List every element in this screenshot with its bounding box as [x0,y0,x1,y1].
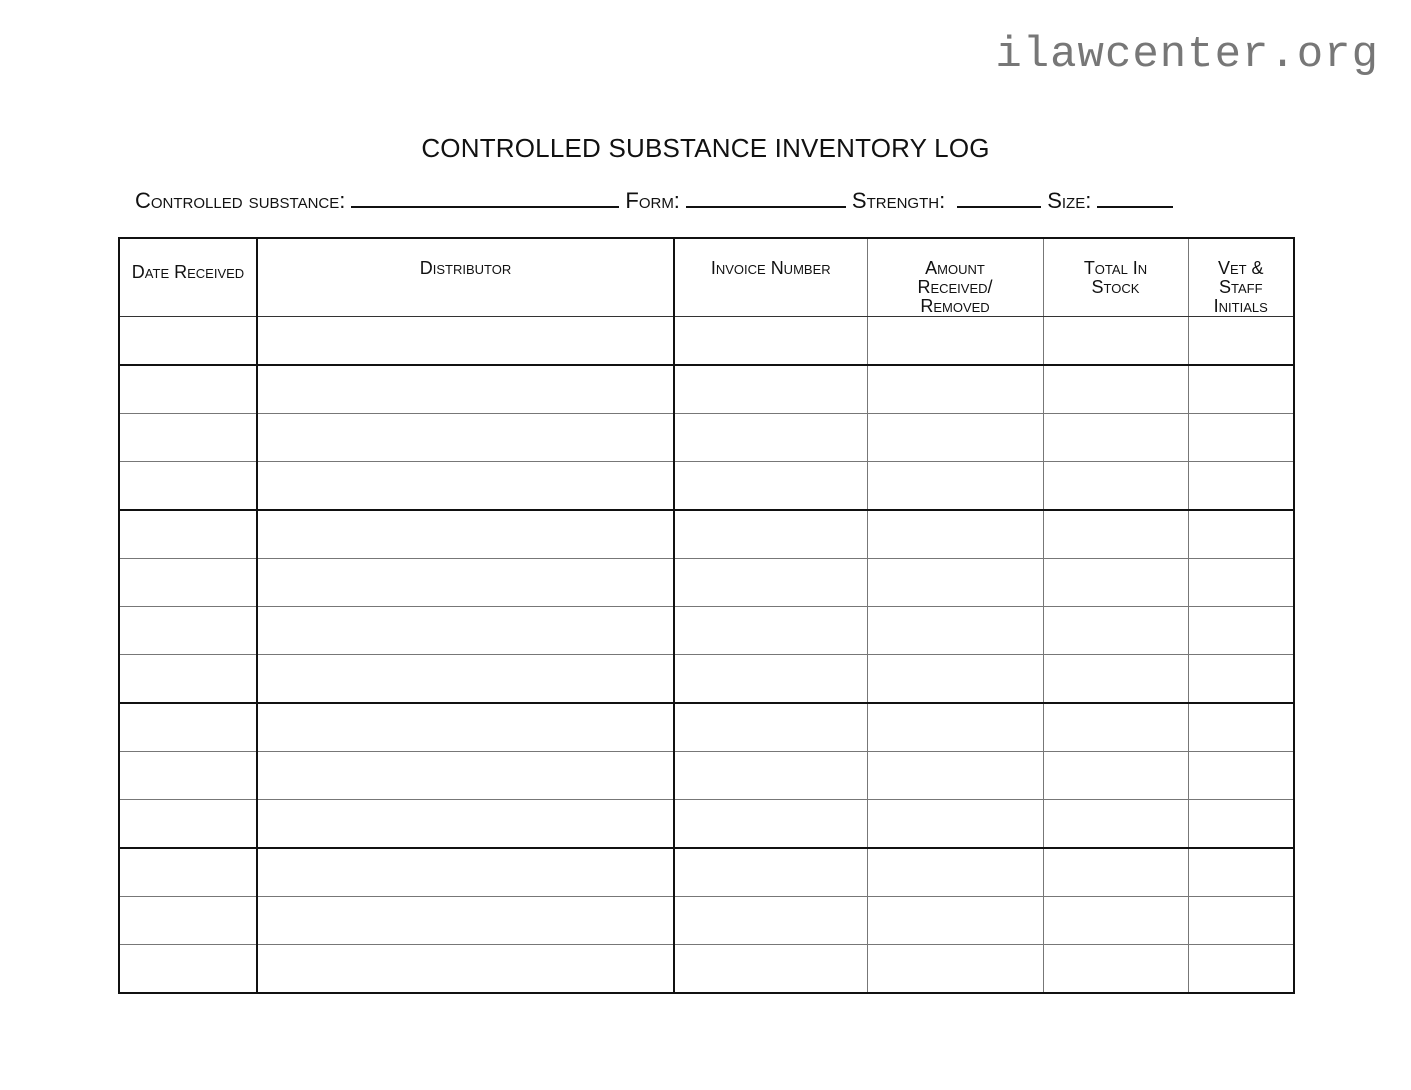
cell-initials[interactable] [1188,510,1294,559]
cell-total-in-stock[interactable] [1043,414,1188,462]
cell-distributor[interactable] [257,800,674,849]
cell-invoice-number[interactable] [674,655,867,704]
table-row [119,655,1294,704]
cell-total-in-stock[interactable] [1043,752,1188,800]
cell-distributor[interactable] [257,414,674,462]
cell-date-received[interactable] [119,317,257,366]
cell-total-in-stock[interactable] [1043,800,1188,849]
table-row [119,510,1294,559]
column-header-date-received: Date Received [119,238,257,317]
cell-distributor[interactable] [257,607,674,655]
column-header-amount: Amount Received/ Removed [867,238,1043,317]
cell-distributor[interactable] [257,897,674,945]
cell-amount[interactable] [867,365,1043,414]
table-row [119,848,1294,897]
controlled-substance-field[interactable] [351,188,619,208]
cell-invoice-number[interactable] [674,317,867,366]
cell-total-in-stock[interactable] [1043,703,1188,752]
page-title: CONTROLLED SUBSTANCE INVENTORY LOG [421,133,990,163]
cell-total-in-stock[interactable] [1043,559,1188,607]
cell-total-in-stock[interactable] [1043,317,1188,366]
column-header-initials: Vet & Staff Initials [1188,238,1294,317]
cell-total-in-stock[interactable] [1043,510,1188,559]
cell-initials[interactable] [1188,945,1294,994]
cell-invoice-number[interactable] [674,462,867,511]
cell-initials[interactable] [1188,897,1294,945]
cell-total-in-stock[interactable] [1043,848,1188,897]
cell-date-received[interactable] [119,800,257,849]
cell-invoice-number[interactable] [674,703,867,752]
cell-invoice-number[interactable] [674,800,867,849]
cell-distributor[interactable] [257,848,674,897]
cell-amount[interactable] [867,897,1043,945]
table-header-row [119,238,1294,317]
table-row [119,752,1294,800]
cell-invoice-number[interactable] [674,848,867,897]
cell-initials[interactable] [1188,462,1294,511]
cell-date-received[interactable] [119,462,257,511]
cell-amount[interactable] [867,317,1043,366]
cell-date-received[interactable] [119,703,257,752]
cell-distributor[interactable] [257,655,674,704]
inventory-table [118,237,1295,994]
cell-total-in-stock[interactable] [1043,462,1188,511]
field-label-strength: Strength: [851,188,946,213]
column-header-distributor: Distributor [257,238,674,317]
cell-total-in-stock[interactable] [1043,655,1188,704]
cell-invoice-number[interactable] [674,365,867,414]
table-row [119,462,1294,511]
cell-invoice-number[interactable] [674,559,867,607]
cell-amount[interactable] [867,607,1043,655]
cell-amount[interactable] [867,655,1043,704]
cell-invoice-number[interactable] [674,897,867,945]
cell-date-received[interactable] [119,510,257,559]
table-row [119,945,1294,994]
cell-total-in-stock[interactable] [1043,945,1188,994]
field-label-controlled-substance: Controlled substance: [135,188,346,213]
cell-date-received[interactable] [119,945,257,994]
cell-date-received[interactable] [119,559,257,607]
table-row [119,559,1294,607]
table-row [119,414,1294,462]
cell-amount[interactable] [867,848,1043,897]
cell-amount[interactable] [867,945,1043,994]
cell-date-received[interactable] [119,848,257,897]
cell-distributor[interactable] [257,703,674,752]
header-fields [135,188,1280,214]
cell-amount[interactable] [867,800,1043,849]
cell-invoice-number[interactable] [674,510,867,559]
form-field[interactable] [686,188,846,208]
cell-date-received[interactable] [119,655,257,704]
cell-invoice-number[interactable] [674,752,867,800]
cell-invoice-number[interactable] [674,945,867,994]
cell-total-in-stock[interactable] [1043,365,1188,414]
cell-initials[interactable] [1188,703,1294,752]
cell-initials[interactable] [1188,317,1294,366]
cell-initials[interactable] [1188,365,1294,414]
cell-distributor[interactable] [257,462,674,511]
cell-distributor[interactable] [257,559,674,607]
cell-amount[interactable] [867,510,1043,559]
size-field[interactable] [1097,188,1173,208]
table-row [119,365,1294,414]
cell-total-in-stock[interactable] [1043,607,1188,655]
cell-distributor[interactable] [257,365,674,414]
cell-total-in-stock[interactable] [1043,897,1188,945]
strength-field[interactable] [957,188,1041,208]
cell-distributor[interactable] [257,510,674,559]
table-row [119,703,1294,752]
field-label-form: Form: [625,188,680,213]
cell-amount[interactable] [867,414,1043,462]
cell-distributor[interactable] [257,752,674,800]
field-label-size: Size: [1047,188,1092,213]
cell-date-received[interactable] [119,752,257,800]
cell-invoice-number[interactable] [674,414,867,462]
cell-initials[interactable] [1188,607,1294,655]
cell-amount[interactable] [867,462,1043,511]
cell-distributor[interactable] [257,945,674,994]
cell-amount[interactable] [867,703,1043,752]
cell-amount[interactable] [867,752,1043,800]
cell-initials[interactable] [1188,559,1294,607]
cell-initials[interactable] [1188,800,1294,849]
cell-initials[interactable] [1188,655,1294,704]
cell-distributor[interactable] [257,317,674,366]
table-row [119,800,1294,849]
cell-invoice-number[interactable] [674,607,867,655]
column-header-total-in-stock: Total In Stock [1043,238,1188,317]
column-header-invoice-number: Invoice Number [674,238,867,317]
watermark: ilawcenter.org [995,30,1379,80]
cell-initials[interactable] [1188,848,1294,897]
table-row [119,897,1294,945]
cell-date-received[interactable] [119,414,257,462]
cell-amount[interactable] [867,559,1043,607]
cell-initials[interactable] [1188,752,1294,800]
cell-date-received[interactable] [119,897,257,945]
cell-initials[interactable] [1188,414,1294,462]
table-row [119,607,1294,655]
cell-date-received[interactable] [119,607,257,655]
cell-date-received[interactable] [119,365,257,414]
table-row [119,317,1294,366]
